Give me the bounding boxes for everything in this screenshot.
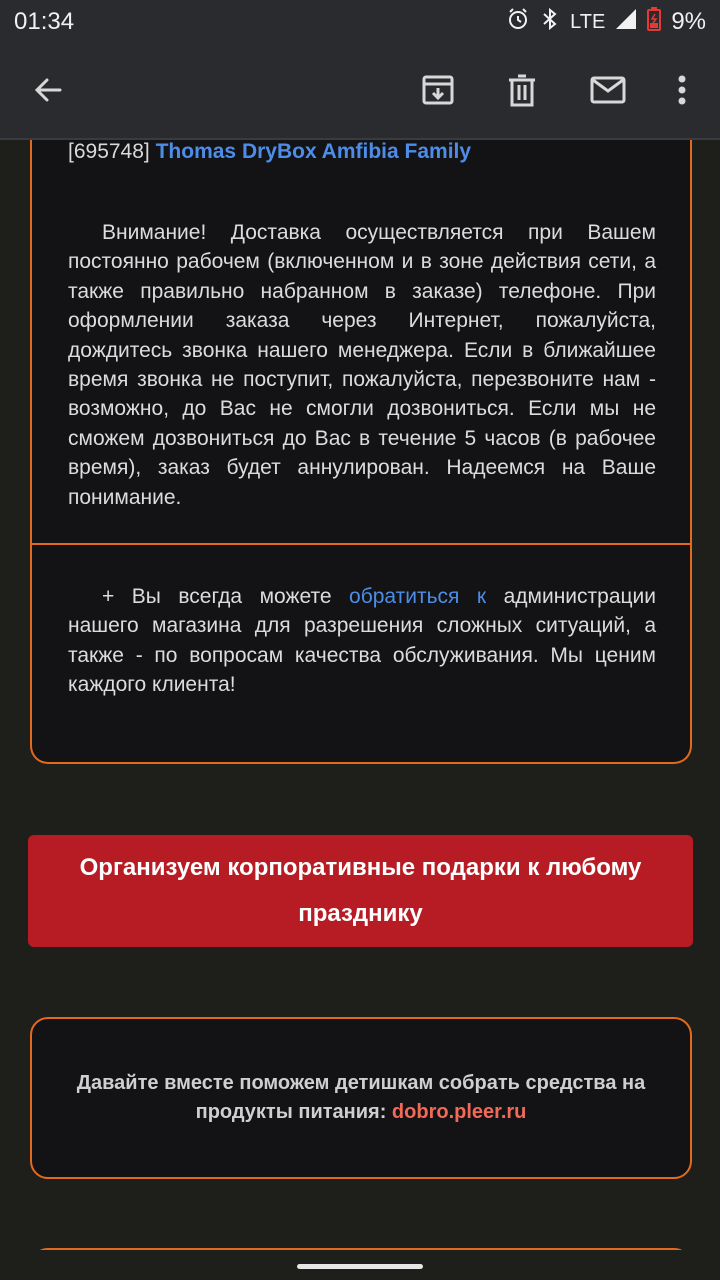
charity-text xyxy=(32,1069,690,1127)
network-type: LTE xyxy=(570,10,606,33)
order-line xyxy=(68,140,471,164)
corporate-gifts-banner[interactable] xyxy=(28,835,693,947)
battery-level: 9% xyxy=(671,8,706,35)
status-time: 01:34 xyxy=(14,8,75,35)
charity-message: Давайте вместе поможем детишкам собрать средства на продукты питания: xyxy=(76,1072,646,1123)
navigation-bar xyxy=(0,1250,720,1280)
back-button[interactable] xyxy=(20,64,76,120)
alarm-icon xyxy=(506,7,530,38)
contact-admin-link[interactable]: обратиться к xyxy=(349,585,487,608)
status-bar xyxy=(0,0,720,44)
archive-icon xyxy=(421,73,455,112)
archive-button[interactable] xyxy=(410,64,466,120)
mark-unread-icon xyxy=(590,76,626,109)
delete-icon xyxy=(507,73,537,112)
banner-text: Организуем корпоративные подарки к любому празднику xyxy=(79,854,642,927)
back-arrow-icon xyxy=(32,74,64,111)
mark-unread-button[interactable] xyxy=(580,64,636,120)
contact-suffix: администрации нашего магазина для разрешения сложных ситуаций, а также - по вопросам качества обслуживания. Мы ценим каждого клиента! xyxy=(68,585,656,697)
contact-prefix: + Вы всегда можете xyxy=(102,585,350,608)
charity-link[interactable]: dobro.pleer.ru xyxy=(391,1101,527,1123)
order-number: [695748] xyxy=(68,140,150,163)
signal-icon xyxy=(615,8,637,37)
card-divider xyxy=(32,543,690,545)
home-gesture-handle[interactable] xyxy=(297,1264,423,1269)
delete-button[interactable] xyxy=(494,64,550,120)
delivery-notice: Внимание! Доставка осуществляется при Вашем постоянно рабочем (включенном и в зоне действия сети, а также правильно набранном в заказе) телефоне. При оформлении заказа через Интернет, пожалуйста, дождитесь звонка нашего менеджера. Если в ближайшее время звонка не поступит, пожалуйста, перезвоните нам - возможно, до Вас не смогли дозвониться. Если мы не сможем дозвониться до Вас в течение 5 часов (в рабочее время), заказ будет аннулирован. Надеемся на Ваше понимание. xyxy=(68,221,656,509)
more-options-button[interactable] xyxy=(654,64,710,120)
more-vert-icon xyxy=(678,75,686,110)
app-toolbar xyxy=(0,44,720,140)
status-icons xyxy=(506,7,706,38)
charity-card xyxy=(30,1017,692,1179)
contact-paragraph xyxy=(68,582,656,700)
product-link[interactable]: Thomas DryBox Amfibia Family xyxy=(155,140,472,163)
order-card xyxy=(30,140,692,764)
email-body xyxy=(0,140,720,1250)
bluetooth-icon xyxy=(540,7,560,38)
battery-icon xyxy=(647,7,661,38)
